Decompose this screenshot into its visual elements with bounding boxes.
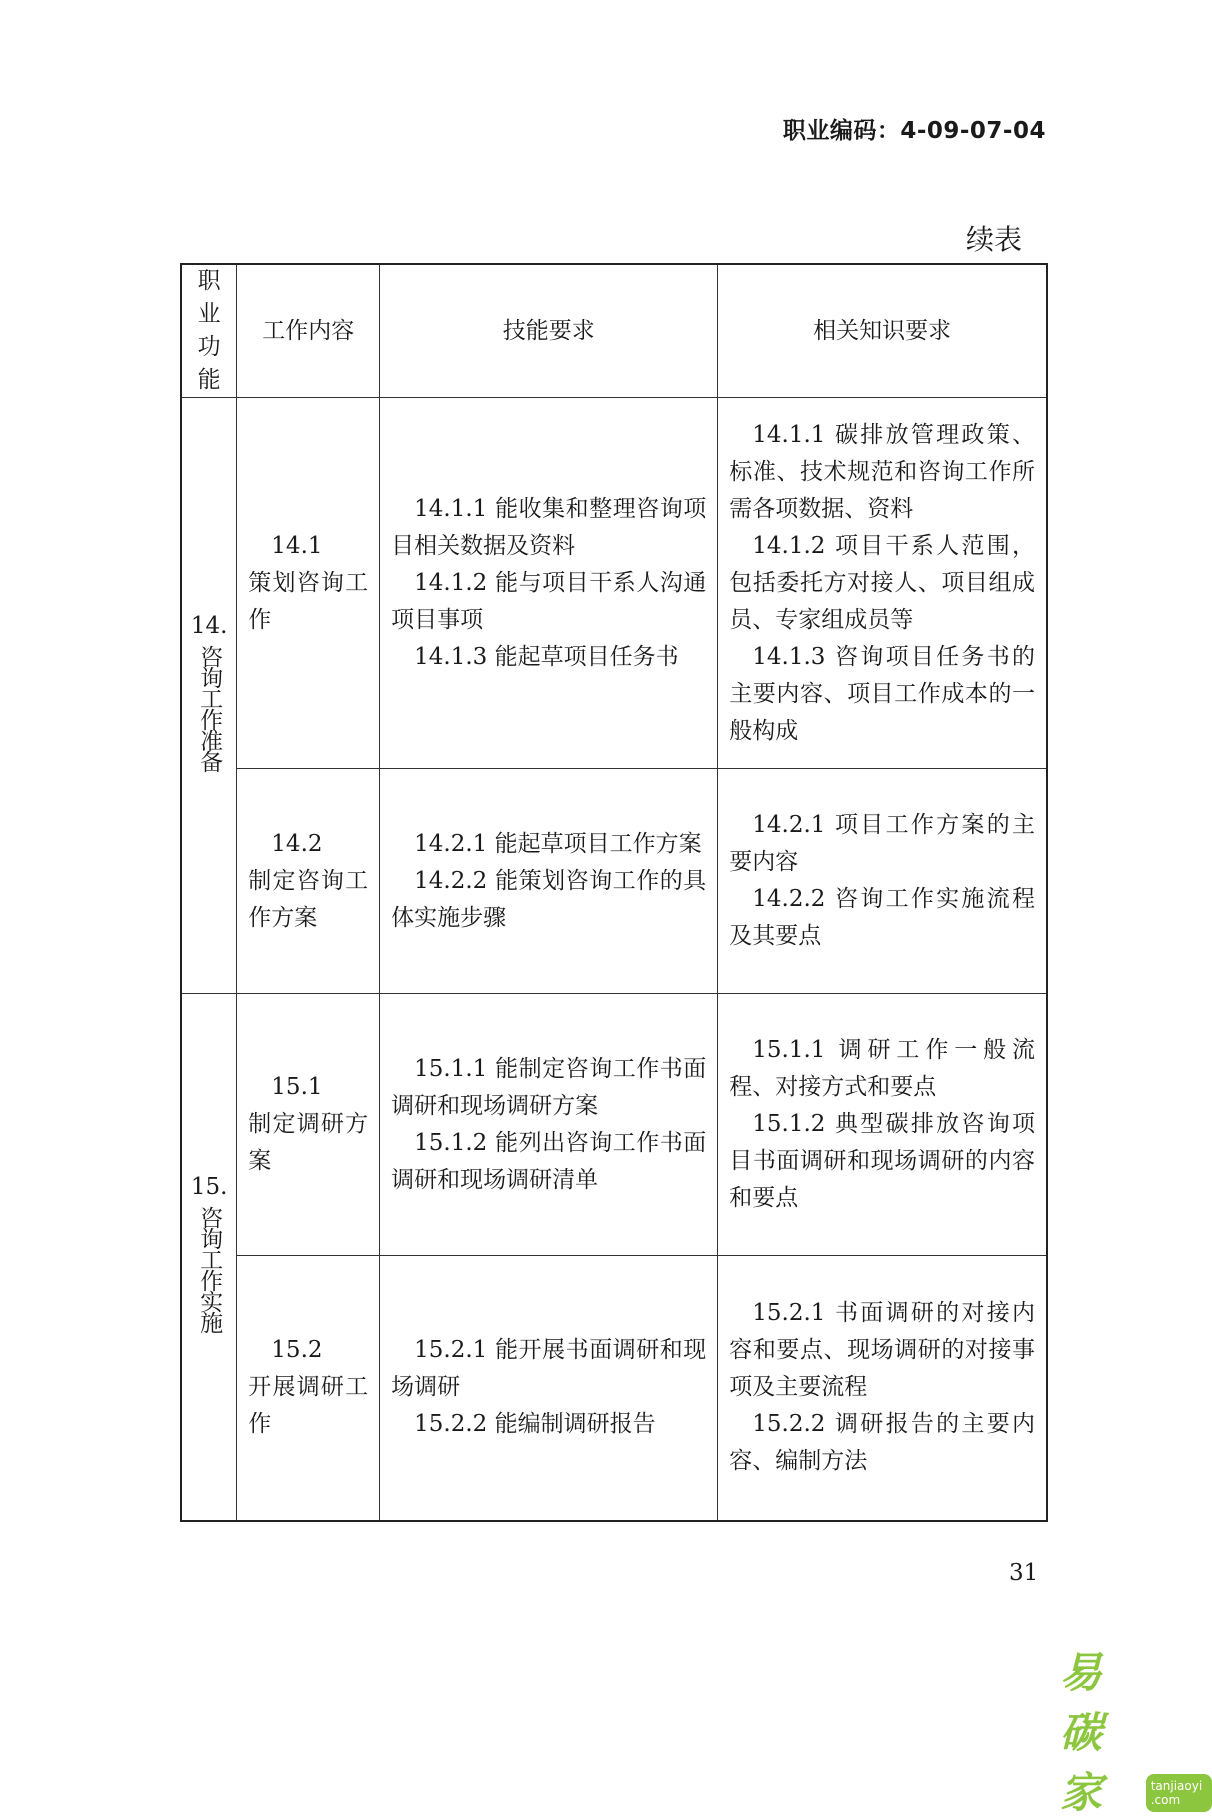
skill-item: 15.2.2 能编制调研报告 xyxy=(414,1411,656,1438)
knowledge-item: 15.2.2 调研报告的主要内容、编制方法 xyxy=(729,1411,1035,1475)
knowledge-item: 14.2.1 项目工作方案的主要内容 xyxy=(729,812,1035,875)
skills-cell xyxy=(380,398,718,769)
skill-item: 14.1.3 能起草项目任务书 xyxy=(414,643,679,670)
skill-item: 15.1.2 能列出咨询工作书面调研和现场调研清单 xyxy=(391,1129,707,1193)
table-row xyxy=(181,398,1047,769)
knowledge-item: 14.1.1 碳排放管理政策、标准、技术规范和咨询工作所需各项数据、资料 xyxy=(729,421,1035,522)
knowledge-item: 15.1.1 调研工作一般流程、对接方式和要点 xyxy=(729,1037,1035,1100)
table-row xyxy=(181,1256,1047,1521)
skill-item: 14.1.1 能收集和整理咨询项目相关数据及资料 xyxy=(391,495,707,559)
skills-cell xyxy=(380,769,718,994)
skills-table xyxy=(180,263,1048,1522)
function-label: 咨询工作准备 xyxy=(196,645,223,771)
skill-item: 14.1.2 能与项目干系人沟通项目事项 xyxy=(391,569,707,633)
knowledge-cell xyxy=(718,1256,1047,1521)
work-content-cell xyxy=(237,769,380,994)
table-row xyxy=(181,994,1047,1256)
work-content: 14.1 策划咨询工作 xyxy=(248,532,369,633)
skills-cell xyxy=(380,994,718,1256)
work-content: 15.2 开展调研工作 xyxy=(248,1337,369,1438)
function-label: 咨询工作实施 xyxy=(196,1206,223,1333)
knowledge-item: 14.1.2 项目干系人范围，包括委托方对接人、项目组成员、专家组成员等 xyxy=(729,532,1035,633)
watermark-text: 易碳家 xyxy=(1060,1648,1103,1817)
occupation-code: 职业编码：4-09-07-04 xyxy=(782,118,1046,144)
knowledge-item: 14.2.2 咨询工作实施流程及其要点 xyxy=(729,886,1035,949)
watermark-logo xyxy=(1060,1640,1212,1820)
page-number: 31 xyxy=(1009,1560,1039,1586)
knowledge-item: 14.1.3 咨询项目任务书的主要内容、项目工作成本的一般构成 xyxy=(729,643,1035,744)
skill-item: 15.2.1 能开展书面调研和现场调研 xyxy=(391,1337,707,1401)
table-header-row xyxy=(181,264,1047,398)
skill-item: 14.2.2 能策划咨询工作的具体实施步骤 xyxy=(391,867,707,931)
knowledge-item: 15.2.1 书面调研的对接内容和要点、现场调研的对接事项及主要流程 xyxy=(729,1300,1035,1401)
knowledge-cell xyxy=(718,769,1047,994)
function-number: 15. xyxy=(190,1174,228,1201)
knowledge-cell xyxy=(718,994,1047,1256)
header-work: 工作内容 xyxy=(237,264,380,398)
skill-item: 14.2.1 能起草项目工作方案 xyxy=(414,830,702,857)
header-knowledge: 相关知识要求 xyxy=(718,264,1047,398)
skills-cell xyxy=(380,1256,718,1521)
header-function: 职业 功能 xyxy=(181,264,237,398)
function-number: 14. xyxy=(190,613,228,639)
continued-label: 续表 xyxy=(965,223,1022,256)
work-content-cell xyxy=(237,1256,380,1521)
header-skills: 技能要求 xyxy=(380,264,718,398)
knowledge-cell xyxy=(718,398,1047,769)
function-cell xyxy=(181,398,237,994)
function-cell xyxy=(181,994,237,1521)
skill-item: 15.1.1 能制定咨询工作书面调研和现场调研方案 xyxy=(391,1055,707,1119)
work-content: 15.1 制定调研方案 xyxy=(248,1074,369,1174)
work-content: 14.2 制定咨询工作方案 xyxy=(248,830,369,931)
work-content-cell xyxy=(237,994,380,1256)
watermark-domain: tanjiaoyi .com xyxy=(1146,1774,1212,1812)
table-row xyxy=(181,769,1047,994)
work-content-cell xyxy=(237,398,380,769)
knowledge-item: 15.1.2 典型碳排放咨询项目书面调研和现场调研的内容和要点 xyxy=(729,1111,1035,1211)
